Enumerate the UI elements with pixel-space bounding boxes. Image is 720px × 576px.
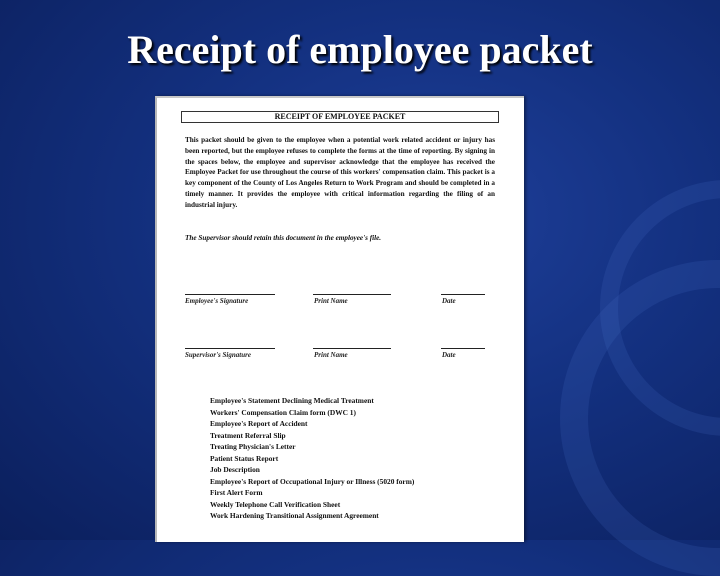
supervisor-signature-label: Supervisor's Signature	[185, 351, 251, 359]
document-paragraph: This packet should be given to the employee when a potential work related accident or injury has been reported, but the employee refuses to complete the forms at the time of reporting. By signing in the spaces below, the employee and supervisor acknowledge that the employee has received the Employee Packet for use throughout the course of this workers' compensation claim. This packet is a key component of the County of Los Angeles Return to Work Program and should be completed in a timely manner. It provides the employee with critical information regarding the filing of an industrial injury.	[185, 136, 495, 209]
packet-contents-list	[210, 395, 414, 522]
list-item: Job Description	[210, 465, 260, 474]
print-name-label: Print Name	[314, 351, 348, 359]
list-item: First Alert Form	[210, 488, 263, 497]
list-item: Treating Physician's Letter	[210, 442, 296, 451]
document-image	[155, 96, 524, 542]
date-label: Date	[442, 351, 456, 359]
print-name-line	[313, 294, 391, 295]
date-line	[441, 294, 485, 295]
document-header: RECEIPT OF EMPLOYEE PACKET	[181, 111, 499, 123]
list-item: Weekly Telephone Call Verification Sheet	[210, 499, 341, 509]
list-item: Employee's Statement Declining Medical Treatment	[210, 396, 374, 405]
list-item: Work Hardening Transitional Assignment Agreement	[210, 511, 379, 520]
document-note: The Supervisor should retain this document in the employee's file.	[185, 234, 382, 242]
list-item: Employee's Report of Occupational Injury or Illness (5020 form)	[210, 476, 415, 486]
employee-signature-label: Employee's Signature	[185, 297, 249, 305]
signature-line	[185, 294, 275, 295]
list-item: Treatment Referral Slip	[210, 430, 286, 440]
date-line	[441, 348, 485, 349]
list-item: Employee's Report of Accident	[210, 419, 308, 428]
print-name-line	[313, 348, 391, 349]
list-item: Workers' Compensation Claim form (DWC 1)	[210, 407, 356, 417]
slide-title: Receipt of employee packet	[127, 27, 593, 72]
date-label: Date	[442, 297, 456, 305]
list-item: Patient Status Report	[210, 453, 279, 463]
print-name-label: Print Name	[314, 297, 348, 305]
signature-line	[185, 348, 275, 349]
